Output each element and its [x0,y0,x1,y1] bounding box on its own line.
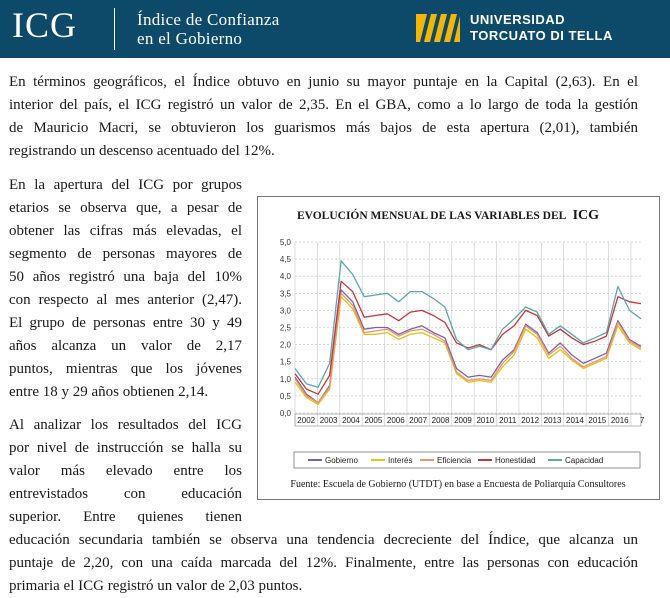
icg-line-chart [258,197,659,499]
x-tick-label: 2011 [499,416,517,425]
chart-figure [257,196,660,500]
utdt-line-1: UNIVERSIDAD [470,12,566,27]
x-tick-label: 2004 [342,416,360,425]
y-tick-label: 0,0 [279,409,291,418]
text-line: educación secundaria también se observa una tendencia decreciente del Índice, que alcanza un [9,532,638,548]
x-tick-label: 2016 [610,416,629,425]
text-line: por nivel de instrucción se halla su [9,440,242,456]
text-line: primaria el ICG registró un valor de 2,03 puntos. [9,578,303,594]
text-line: En términos geográficos, el Índice obtuvo en junio su mayor puntaje en la Capital (2,63). En el [9,74,638,90]
legend-label: Honestidad [495,456,536,465]
subtitle-line-2: en el Gobierno [137,29,243,48]
x-tick-label: 2005 [364,416,383,425]
series-line-interés [295,297,641,405]
header-subtitle [137,10,280,48]
series-line-gobierno [295,290,641,403]
text-line: etarios se observa que, a pesar de [9,200,242,216]
y-tick-label: 1,5 [279,357,291,367]
text-line: entrevistados con educación [9,486,242,502]
x-tick-label: 2009 [454,416,472,425]
y-tick-label: 0,5 [279,391,291,401]
report-header [0,0,670,58]
text-line: interior del país, el ICG registró un valor de 2,35. En el GBA, como a lo largo de toda la gestión [9,97,638,113]
utdt-name [470,12,613,44]
y-tick-label: 5,0 [279,238,291,247]
text-line: puntos, mientras que los jóvenes [9,361,242,377]
text-line: con respecto al mes anterior (2,47). [9,292,242,308]
header-divider [114,8,115,50]
utdt-line-2: TORCUATO DI TELLA [470,28,613,43]
chart-title: EVOLUCIÓN MENSUAL DE LAS VARIABLES DEL [296,210,566,222]
svg-text:EVOLUCIÓN MENSUAL DE LAS VARIA [297,208,599,223]
legend-label: Gobierno [325,456,358,465]
x-tick-label: 2014 [566,416,584,425]
x-tick-label: 2013 [543,416,562,425]
x-tick-label: 2003 [319,416,338,425]
legend-label: Eficiencia [437,456,472,465]
series-line-capacidad [295,261,641,388]
x-tick-label: 2006 [386,416,405,425]
text-line: 50 años registró una baja del 10% [9,269,242,285]
text-line: registrando un descenso acentuado del 12%. [9,143,275,159]
text-line: En la apertura del ICG por grupos [9,177,242,193]
x-tick-label: 2008 [431,416,450,425]
y-tick-label: 1,0 [279,374,291,384]
utdt-stripes-icon [416,14,460,42]
x-tick-label: 2002 [297,416,316,425]
y-tick-label: 2,0 [279,340,291,350]
y-tick-label: 2,5 [279,323,291,333]
text-line: entre 18 y 29 años obtienen 2,14. [9,384,209,400]
chart-source: Fuente: Escuela de Gobierno (UTDT) en base a Encuesta de Poliarquía Consultores [290,479,626,490]
x-tick-label: 2010 [476,416,495,425]
text-line: superior. Entre quienes tienen [9,509,242,525]
text-line: puntaje de 2,20, con una caída marcada del 12%. Finalmente, entre las personas con educación [9,555,638,571]
x-tick-label: 2012 [521,416,540,425]
subtitle-line-1: Índice de Confianza [137,10,280,29]
text-line: segmento de personas mayores de [9,246,242,262]
chart-title-icg: ICG [572,208,600,223]
text-line: obtener las cifras más elevadas, el [9,223,242,239]
legend-label: Interés [388,456,413,465]
x-tick-label: 7 [639,416,645,425]
legend-label: Capacidad [565,456,604,465]
y-tick-label: 3,5 [279,289,291,299]
text-line: valor más elevado entre los [9,463,242,479]
text-line: de Mauricio Macri, se obtuvieron los guarismos más bajos de esta apertura (2,01), también [9,120,638,136]
text-line: El grupo de personas entre 30 y 49 [9,315,242,331]
y-tick-label: 4,0 [279,272,291,282]
text-line: años alcanza un valor de 2,17 [9,338,242,354]
y-tick-label: 4,5 [279,255,291,265]
x-tick-label: 2015 [588,416,607,425]
text-line: Al analizar los resultados del ICG [9,417,242,433]
x-tick-label: 2007 [409,416,428,425]
y-tick-label: 3,0 [279,306,291,316]
icg-logo: ICG [12,5,77,45]
